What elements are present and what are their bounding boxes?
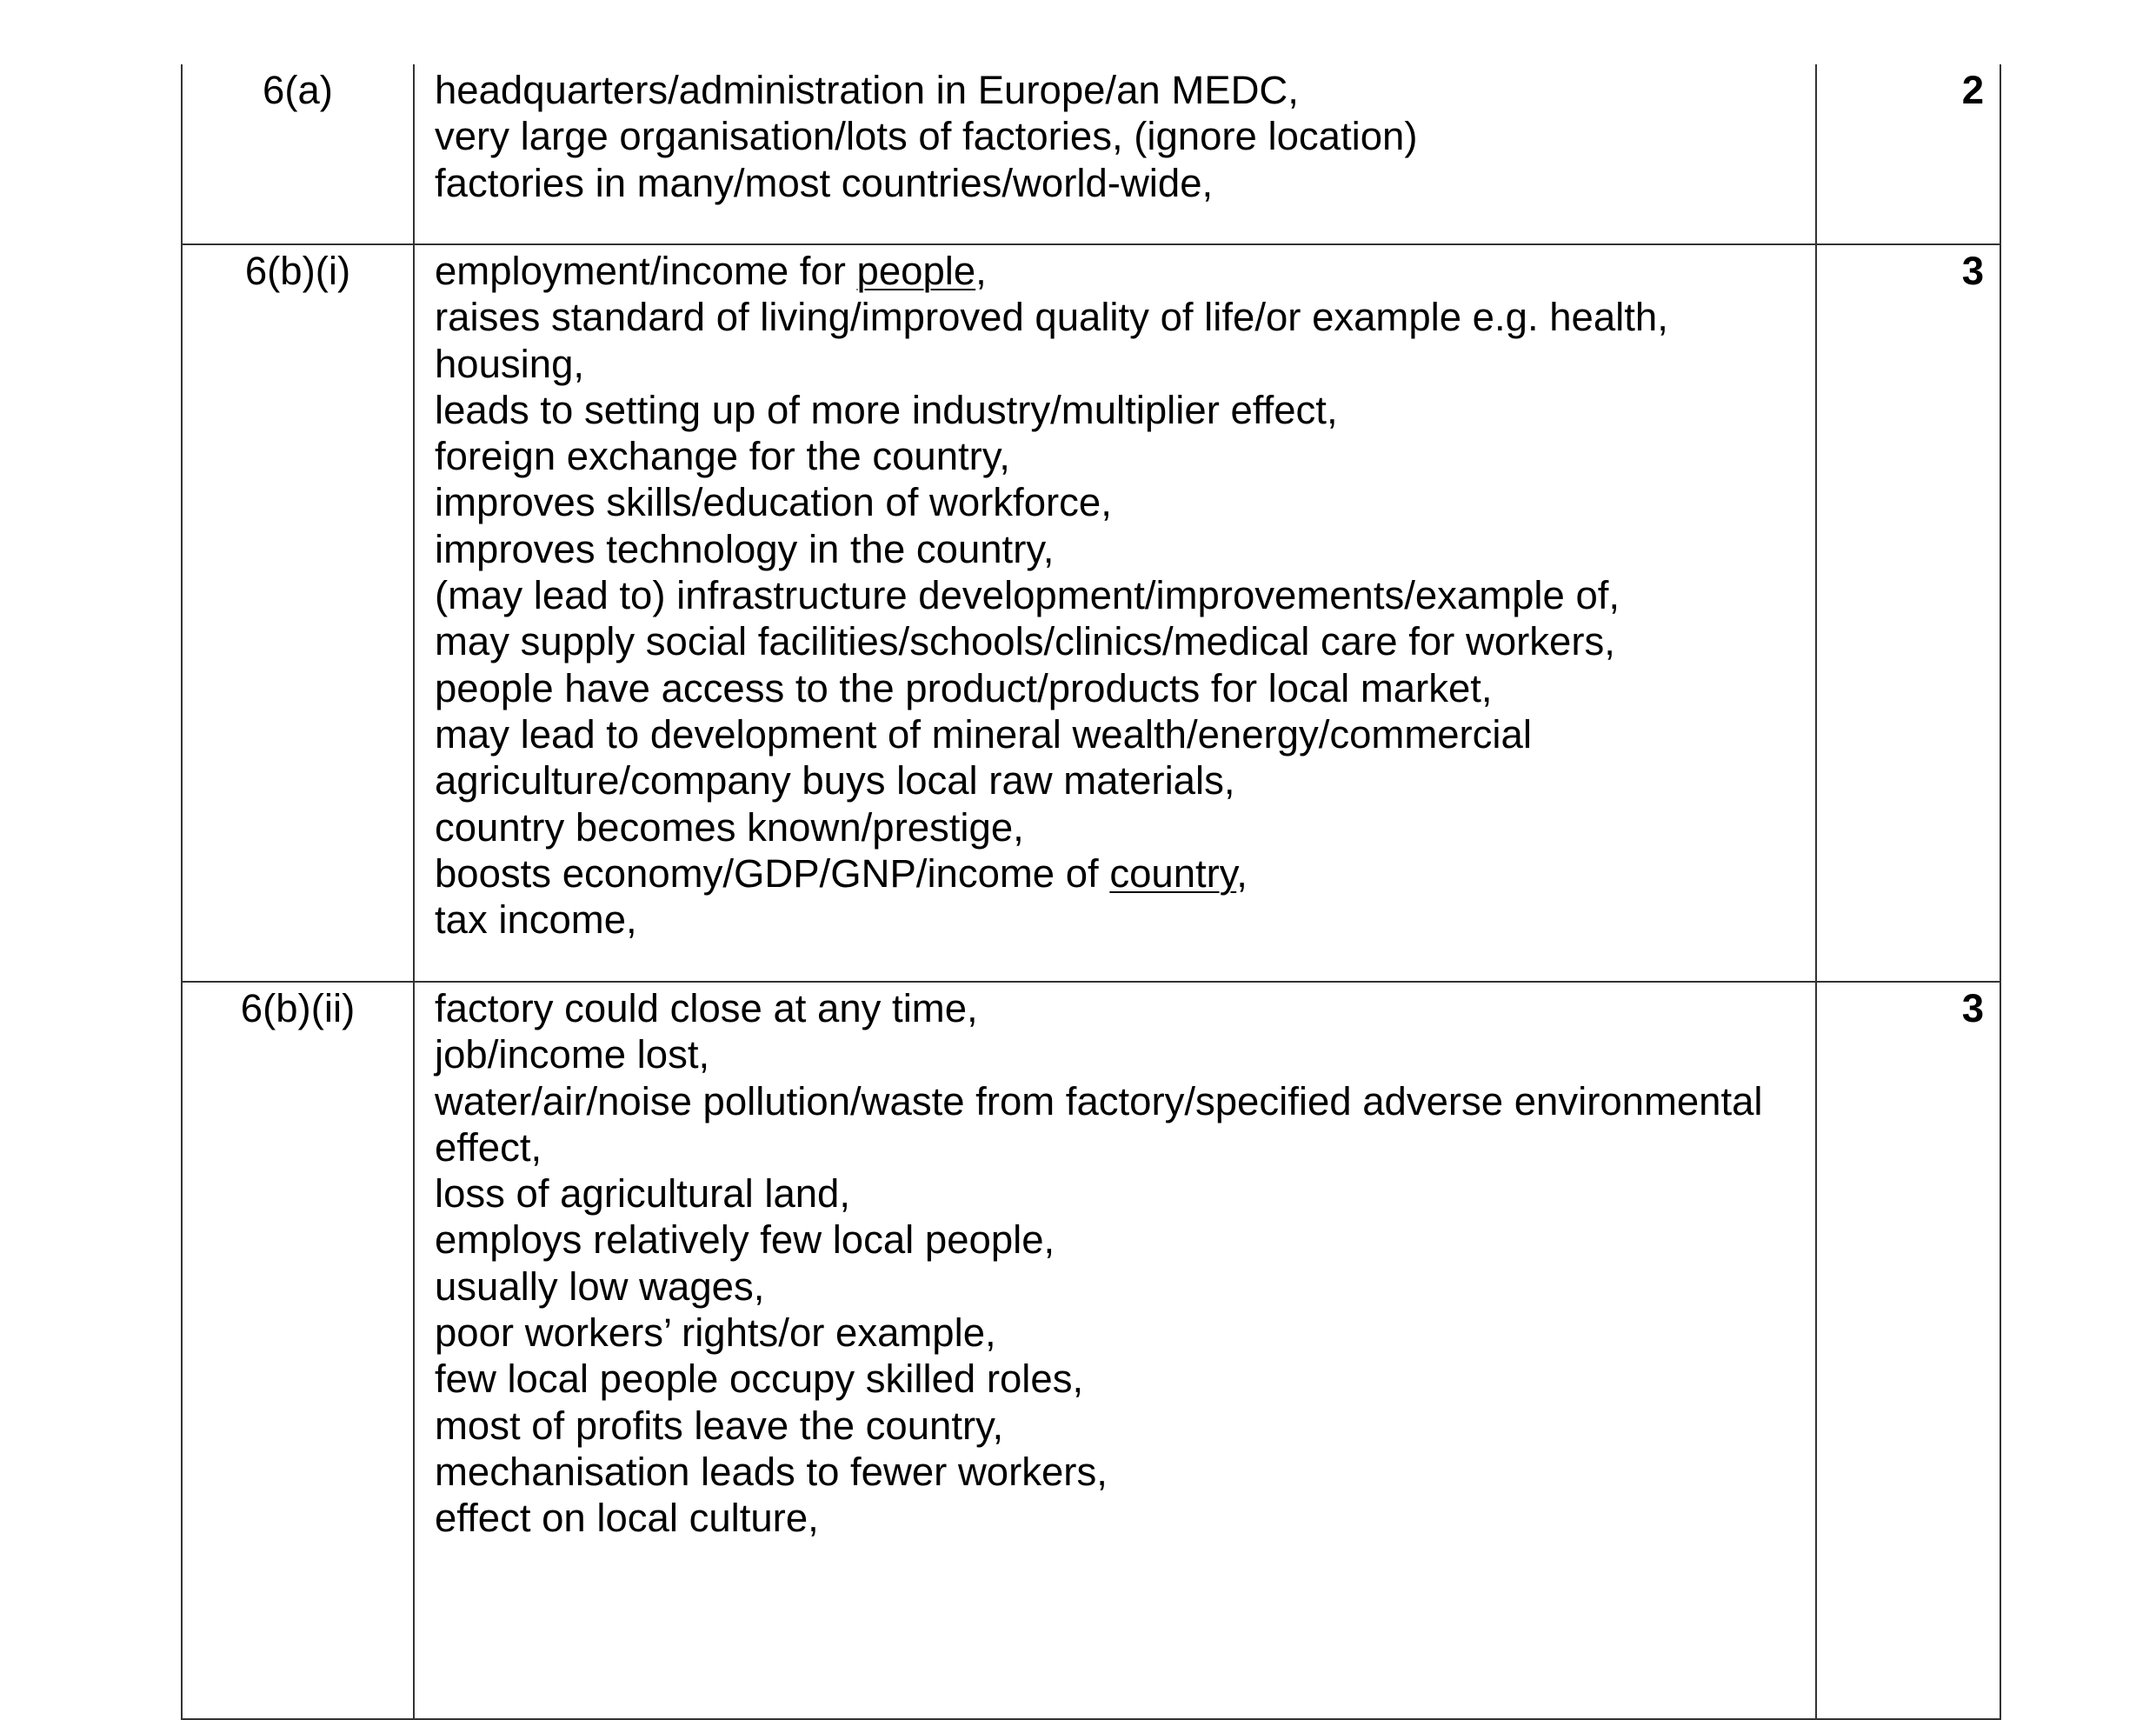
answer-cell — [414, 244, 1816, 982]
answer-line: most of profits leave the country, — [435, 1403, 1004, 1448]
answer-line: tax income, — [435, 897, 637, 943]
answer-line: raises standard of living/improved quality of life/or example e.g. health, — [435, 295, 1668, 340]
table-row — [182, 244, 2000, 982]
answer-line: job/income lost, — [435, 1032, 710, 1077]
answer-line: people have access to the product/products for local market, — [435, 665, 1493, 710]
answer-line: improves technology in the country, — [435, 526, 1055, 571]
answer-line: leads to setting up of more industry/multiplier effect, — [435, 387, 1338, 432]
answer-line: country becomes known/prestige, — [435, 804, 1024, 850]
answer-line: employs relatively few local people, — [435, 1217, 1055, 1263]
answer-line: factories in many/most countries/world-wide, — [435, 160, 1214, 205]
underlined-term: people — [856, 249, 976, 293]
answer-line: agriculture/company buys local raw materials, — [435, 758, 1235, 803]
marks-value: 2 — [1816, 64, 2000, 244]
answer-line: water/air/noise pollution/waste from factory/specified adverse environmental — [435, 1078, 1763, 1123]
table-row — [182, 64, 2000, 244]
answer-line: very large organisation/lots of factories, (ignore location) — [435, 114, 1418, 159]
answer-line: loss of agricultural land, — [435, 1171, 850, 1217]
answer-cell — [414, 982, 1816, 1719]
answer-line: may lead to development of mineral wealth/energy/commercial — [435, 711, 1532, 757]
answer-line: foreign exchange for the country, — [435, 434, 1010, 479]
question-number: 6(a) — [182, 64, 414, 244]
mark-scheme-table — [181, 64, 2001, 1720]
answer-line: improves skills/education of workforce, — [435, 480, 1112, 525]
answer-text: , — [1236, 850, 1248, 896]
answer-line: headquarters/administration in Europe/an MEDC, — [435, 68, 1299, 112]
question-number: 6(b)(i) — [182, 244, 414, 982]
question-number: 6(b)(ii) — [182, 982, 414, 1719]
answer-text: boosts economy/GDP/GNP/income of — [435, 850, 1110, 896]
answer-line — [435, 248, 1807, 294]
answer-line: housing, — [435, 341, 585, 386]
answer-text: employment/income for — [435, 249, 857, 293]
table-row — [182, 982, 2000, 1719]
underlined-term: country — [1109, 850, 1237, 896]
answer-line: poor workers’ rights/or example, — [435, 1310, 996, 1356]
answer-line: mechanisation leads to fewer workers, — [435, 1449, 1108, 1494]
answer-line: effect on local culture, — [435, 1496, 819, 1541]
answer-line — [435, 850, 1807, 897]
answer-line: (may lead to) infrastructure development/improvements/example of, — [435, 573, 1620, 618]
answer-line: factory could close at any time, — [435, 986, 978, 1030]
marks-value: 3 — [1816, 982, 2000, 1719]
answer-line: usually low wages, — [435, 1263, 765, 1309]
answer-text: , — [975, 249, 987, 293]
marks-value: 3 — [1816, 244, 2000, 982]
answer-line: effect, — [435, 1124, 542, 1170]
answer-cell — [414, 64, 1816, 244]
answer-line: may supply social facilities/schools/clinics/medical care for workers, — [435, 619, 1615, 664]
answer-line: few local people occupy skilled roles, — [435, 1357, 1084, 1402]
